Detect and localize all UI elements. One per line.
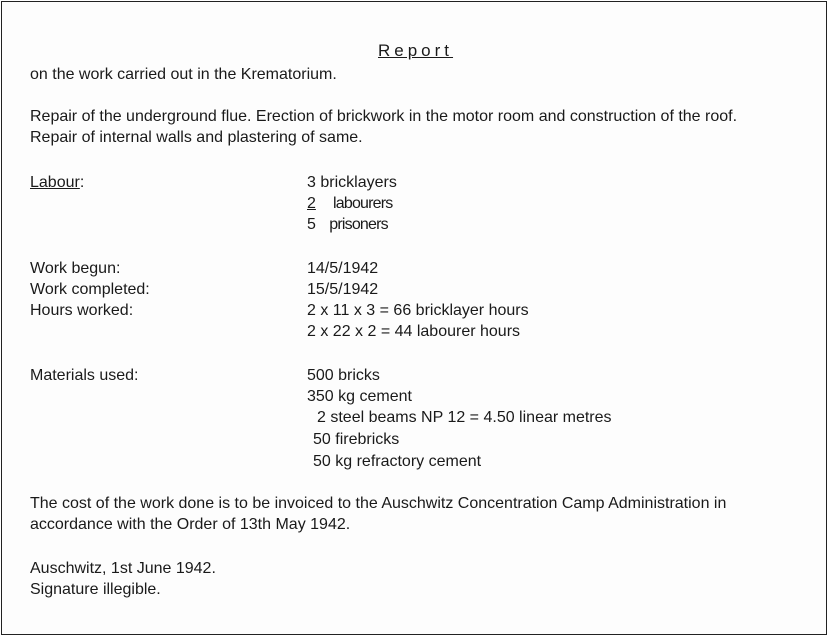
labour-role: bricklayers [320,174,397,191]
labour-count: 2 [307,195,316,212]
signature-note: Signature illegible. [30,581,161,598]
labour-label-text: Labour [30,174,80,191]
labour-role: prisoners [329,216,388,233]
report-title: Report [378,41,454,60]
labour-count: 3 [307,174,316,191]
report-subtitle: on the work carried out in the Krematorium. [30,66,337,83]
labour-item-labourers [307,193,393,214]
material-item: 50 kg refractory cement [313,453,482,470]
material-item: 2 steel beams NP 12 = 4.50 linear metres [317,409,612,426]
hours-line-2: 2 x 22 x 2 = 44 labourer hours [307,323,521,340]
hours-line-1: 2 x 11 x 3 = 66 bricklayer hours [307,302,529,319]
description-line-1: Repair of the underground flue. Erection of brickwork in the motor room and construction of the roof. [30,108,738,125]
cost-line-1: The cost of the work done is to be invoiced to the Auschwitz Concentration Camp Administration in [30,495,727,512]
hours-worked-label: Hours worked: [30,302,134,319]
material-item: 50 firebricks [313,431,400,448]
description-line-2: Repair of internal walls and plastering of same. [30,129,363,146]
labour-label-colon: : [79,174,85,191]
cost-line-2: accordance with the Order of 13th May 1942. [30,516,351,533]
document-page [1,1,827,635]
work-begun-label: Work begun: [30,260,121,277]
material-item: 500 bricks [307,367,380,384]
labour-label [30,172,84,193]
material-item: 350 kg cement [307,388,412,405]
labour-item-bricklayers [307,172,397,193]
work-completed-label: Work completed: [30,281,150,298]
labour-item-prisoners [307,214,388,235]
work-begun-value: 14/5/1942 [307,260,379,277]
labour-count: 5 [307,216,316,233]
labour-role: labourers [333,195,393,212]
work-completed-value: 15/5/1942 [307,281,379,298]
place-date: Auschwitz, 1st June 1942. [30,560,216,577]
materials-label: Materials used: [30,367,139,384]
